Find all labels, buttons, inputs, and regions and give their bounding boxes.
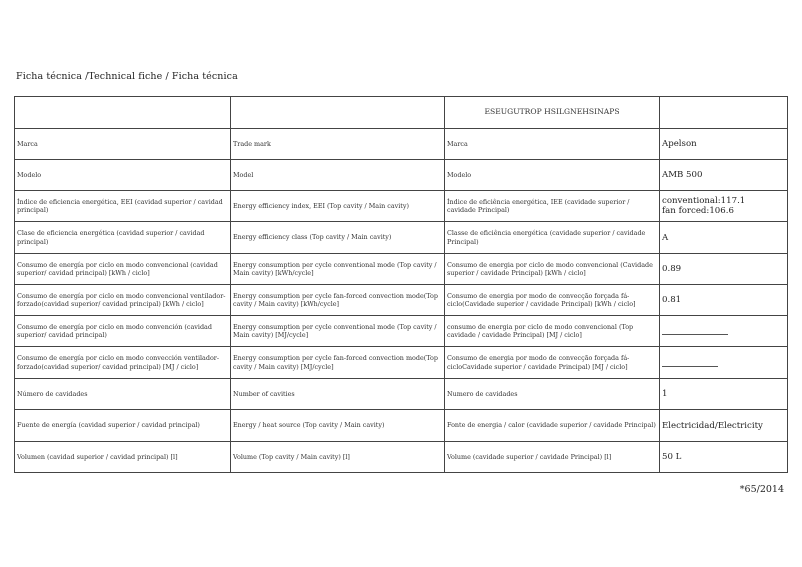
- label-en: Energy consumption per cycle fan-forced convection mode(Top cavity / Main cavity) [MJ/cycle]: [231, 347, 445, 379]
- label-en: Model: [231, 160, 445, 191]
- label-es: Consumo de energía por ciclo en modo convencional (cavidad superior/ cavidad principal) [kWh / ciclo]: [15, 254, 231, 285]
- table-row-eei: [15, 191, 788, 222]
- value-eei: [660, 191, 788, 222]
- label-es: Marca: [15, 129, 231, 160]
- label-pt: consumo de energia por ciclo de modo convencional (Top cavidade / cavidade Principal) [MJ / ciclo]: [445, 316, 660, 347]
- table-row-trade-mark: [15, 129, 788, 160]
- label-en: Volume (Top cavity / Main cavity) [l]: [231, 442, 445, 473]
- table-row-consumption-conventional-mj: [15, 316, 788, 347]
- table-row-number-of-cavities: [15, 379, 788, 410]
- value-consumption-fan-kwh: 0.81: [660, 285, 788, 316]
- value-eei-conventional: conventional:117.1: [662, 196, 746, 206]
- header-cell-spanish: [15, 97, 231, 129]
- table-row-efficiency-class: [15, 222, 788, 254]
- header-cell-english: [231, 97, 445, 129]
- label-es: Modelo: [15, 160, 231, 191]
- label-es: Fuente de energía (cavidad superior / cavidad principal): [15, 410, 231, 442]
- value-energy-source: Electricidad/Electricity: [660, 410, 788, 442]
- label-es: Consumo de energía por ciclo en modo convencional ventilador-forzado(cavidad superior/ cavidad principal) [kWh / ciclo]: [15, 285, 231, 316]
- label-es: Volumen (cavidad superior / cavidad principal) [l]: [15, 442, 231, 473]
- value-number-of-cavities: 1: [660, 379, 788, 410]
- label-pt: Modelo: [445, 160, 660, 191]
- label-pt: Classe de eficiência energética (cavidade superior / cavidade Principal): [445, 222, 660, 254]
- label-pt: Numero de cavidades: [445, 379, 660, 410]
- table-row-volume: [15, 442, 788, 473]
- label-es: Consumo de energía por ciclo en modo convección ventilador-forzado(cavidad superior/ cavidad principal) [MJ / ciclo]: [15, 347, 231, 379]
- label-pt: Consumo de energia por modo de convecção forçada fá-cicloCavidade superior / cavidade Principal) [MJ / ciclo]: [445, 347, 660, 379]
- regulation-footnote: *65/2014: [739, 484, 784, 495]
- value-consumption-fan-mj: [660, 347, 788, 379]
- header-row: [15, 97, 788, 129]
- label-pt: Consumo de energia por modo de convecção forçada fá-ciclo(Cavidade superior / cavidade Principal) [kWh / ciclo]: [445, 285, 660, 316]
- technical-fiche-table: [14, 96, 788, 473]
- table-row-consumption-fan-mj: [15, 347, 788, 379]
- blank-fill-line: [662, 358, 718, 367]
- label-en: Energy efficiency class (Top cavity / Main cavity): [231, 222, 445, 254]
- label-en: Energy consumption per cycle conventional mode (Top cavity / Main cavity) [MJ/cycle]: [231, 316, 445, 347]
- label-en: Energy efficiency index, EEI (Top cavity / Main cavity): [231, 191, 445, 222]
- label-pt: Volume (cavidade superior / cavidade Principal) [l]: [445, 442, 660, 473]
- table-row-energy-source: [15, 410, 788, 442]
- label-pt: Fonte de energia / calor (cavidade superior / cavidade Principal): [445, 410, 660, 442]
- value-consumption-conventional-mj: [660, 316, 788, 347]
- table-row-consumption-fan-kwh: [15, 285, 788, 316]
- header-cell-value: [660, 97, 788, 129]
- label-pt: Marca: [445, 129, 660, 160]
- label-en: Trade mark: [231, 129, 445, 160]
- label-es: Número de cavidades: [15, 379, 231, 410]
- label-en: Energy consumption per cycle conventional mode (Top cavity / Main cavity) [kWh/cycle]: [231, 254, 445, 285]
- value-eei-fan-forced: fan forced:106.6: [662, 206, 734, 216]
- header-cell-portuguese: ESEUGUTROP HSILGNEHSINAPS: [445, 97, 660, 129]
- label-pt: Consumo de energia por ciclo de modo convencional (Cavidade superior / cavidade Principal) [kWh / ciclo]: [445, 254, 660, 285]
- document-title: Ficha técnica /Technical fiche / Ficha técnica: [16, 71, 238, 82]
- table-row-model: [15, 160, 788, 191]
- label-en: Number of cavities: [231, 379, 445, 410]
- value-trade-mark: Apelson: [660, 129, 788, 160]
- label-en: Energy consumption per cycle fan-forced convection mode(Top cavity / Main cavity) [kWh/cycle]: [231, 285, 445, 316]
- label-es: Clase de eficiencia energética (cavidad superior / cavidad principal): [15, 222, 231, 254]
- value-consumption-conventional-kwh: 0.89: [660, 254, 788, 285]
- label-es: Consumo de energía por ciclo en modo convención (cavidad superior/ cavidad principal): [15, 316, 231, 347]
- table-row-consumption-conventional-kwh: [15, 254, 788, 285]
- label-pt: Índice de eficiência energética, IEE (cavidade superior / cavidade Principal): [445, 191, 660, 222]
- label-es: Índice de eficiencia energética, EEI (cavidad superior / cavidad principal): [15, 191, 231, 222]
- blank-fill-line: [662, 326, 728, 335]
- label-en: Energy / heat source (Top cavity / Main cavity): [231, 410, 445, 442]
- value-volume: 50 L: [660, 442, 788, 473]
- value-efficiency-class: A: [660, 222, 788, 254]
- value-model: AMB 500: [660, 160, 788, 191]
